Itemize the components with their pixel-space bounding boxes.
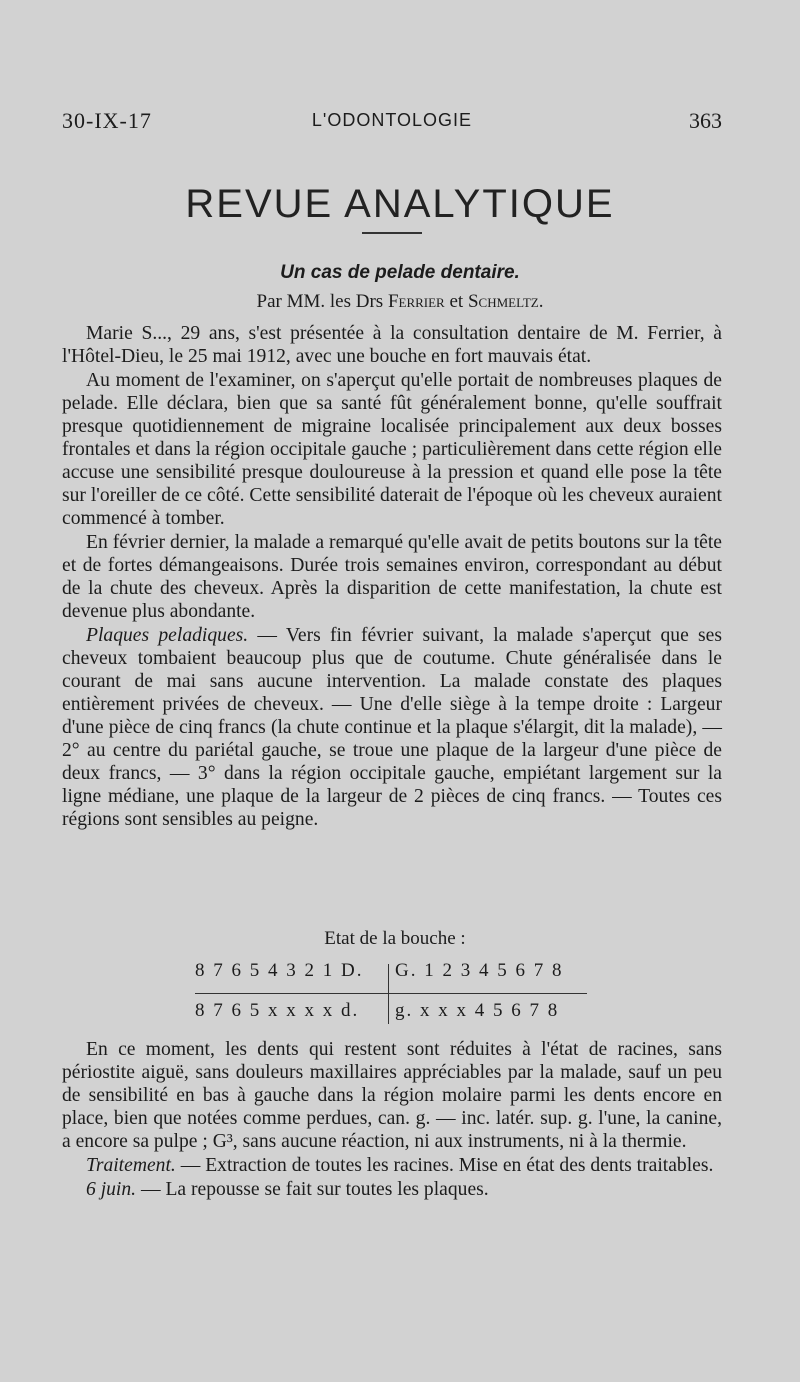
header-date: 30-IX-17 [62,108,152,133]
header-journal-title: L'ODONTOLOGIE [311,110,473,130]
paragraph-examination: Au moment de l'examiner, on s'aperçut qu'elle portait de nombreuses plaques de pelade. Elle déclara, bien que sa santé fût généralement bonne, qu'elle souffrait presque quotidiennement de migraine localisée principalement aux deux bosses frontales et dans la région occipitale gauche ; particulièrement dans cette région elle accuse une sensibilité presque douloureuse à la pression et quand elle pose la tête sur l'oreiller de ce côté. Cette sensibilité daterait de l'époque où les cheveux auraient commencé à tomber. [62,370,722,529]
author-ferrier: Ferrier [387,291,445,312]
byline-prefix: Par MM. les Drs [256,291,384,312]
article-title: Un cas de pelade dentaire. [280,262,520,283]
formula-lower-right: 8 7 6 5 x x x x d. [195,1000,360,1021]
paragraph-juin [62,1178,722,1201]
article-body-continued [62,1038,722,1201]
byline [0,291,800,313]
paragraph-plaques [62,624,722,831]
paragraph-current-state: En ce moment, les dents qui restent sont réduites à l'état de racines, sans périostite aiguë, sans douleurs maxillaires appréciables par la malade, sauf un peu de sensibilité en bas à gauche dans la région molaire parmi les dents encore en place, bien que notées comme perdues, can. g. — inc. latér. sup. g. l'une, la canine, a encore sa pulpe ; G³, sans aucune réaction, ni aux instruments, ni à la thermie. [62,1039,722,1152]
byline-and: et [449,291,464,312]
plaques-text: — Vers fin février suivant, la malade s'aperçut que ses cheveux tombaient beaucoup plus que de coutume. Chute généralisée dans le courant de mai sans aucune intervention. La malade constate des plaques entièrement privées de cheveux. — Une d'elle siège à la tempe droite : Largeur d'une pièce de cinq francs (la chute continue et la plaque s'élargit, dit la malade), — 2° au centre du pariétal gauche, se troue une plaque de la largeur d'une pièce de deux francs, — 3° dans la région occipitale gauche, empiétant largement sur la ligne médiane, une plaque de la largeur de 2 pièces de cinq francs. — Toutes ces régions sont sensibles au peigne. [62,625,723,830]
formula-title: Etat de la bouche : [324,928,466,949]
author-schmeltz: Schmeltz. [467,291,544,312]
formula-upper-left: G. 1 2 3 4 5 6 7 8 [395,960,564,981]
article-body [62,322,722,831]
running-header [62,108,722,138]
title-rule [362,232,422,234]
section-title: REVUE ANALYTIQUE [185,182,615,226]
juin-lead: 6 juin. [86,1179,137,1200]
formula-lower-left: g. x x x 4 5 6 7 8 [395,1000,560,1021]
formula-horizontal-line [195,993,587,994]
paragraph-traitement [62,1154,722,1177]
paragraph-fevrier: En février dernier, la malade a remarqué qu'elle avait de petits boutons sur la tête et de fortes démangeaisons. Durée trois semaines environ, correspondant au début de la chute des cheveux. Après la disparition de cette manifestation, la chute est devenue plus abondante. [62,532,722,622]
dental-formula [195,928,595,1028]
formula-upper-right: 8 7 6 5 4 3 2 1 D. [195,960,364,981]
traitement-lead: Traitement. [86,1155,176,1176]
plaques-lead: Plaques peladiques. [86,625,249,646]
page-number: 363 [689,108,722,133]
juin-text: — La repousse se fait sur toutes les plaques. [136,1179,489,1200]
formula-vertical-line [388,964,389,1024]
traitement-text: — Extraction de toutes les racines. Mise en état des dents traitables. [175,1155,714,1176]
paragraph-intro: Marie S..., 29 ans, s'est présentée à la consultation dentaire de M. Ferrier, à l'Hôtel-Dieu, le 25 mai 1912, avec une bouche en fort mauvais état. [62,323,722,367]
